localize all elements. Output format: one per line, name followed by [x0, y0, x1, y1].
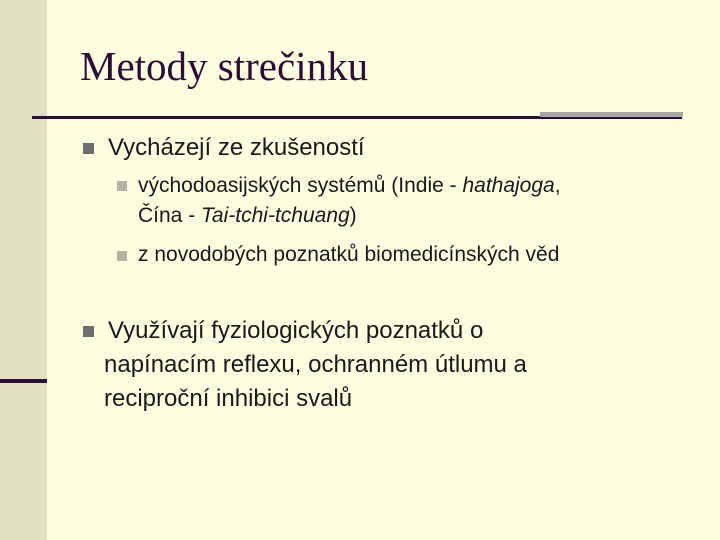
sub-bullet-square-icon [117, 251, 127, 261]
text-span: východoasijských systémů (Indie - [138, 174, 463, 197]
bullet-2-line-1: Využívají fyziologických poznatků o [108, 317, 484, 344]
sub-bullet-square-icon [117, 181, 127, 191]
side-accent-line [0, 379, 47, 383]
italic-term: hathajoga [462, 174, 555, 197]
sub-bullet-1-line-2 [138, 204, 357, 228]
bullet-2-line-3: reciproční inhibici svalů [104, 385, 353, 412]
slide-title: Metody strečinku [80, 43, 369, 89]
bullet-square-icon [83, 326, 94, 337]
title-underline-accent [540, 112, 683, 117]
sub-bullet-2-text: z novodobých poznatků biomedicínských věd [138, 243, 560, 266]
bullet-1-text: Vycházejí ze zkušeností [108, 134, 365, 161]
sub-bullet-1-line-1 [138, 174, 561, 198]
side-band [0, 0, 47, 540]
text-span: ) [349, 204, 357, 227]
italic-term: Tai-tchi-tchuang [201, 204, 350, 227]
text-span: Čína - [138, 204, 202, 227]
bullet-square-icon [83, 143, 94, 154]
bullet-2-line-2: napínacím reflexu, ochranném útlumu a [104, 351, 527, 378]
text-span: , [554, 174, 561, 197]
